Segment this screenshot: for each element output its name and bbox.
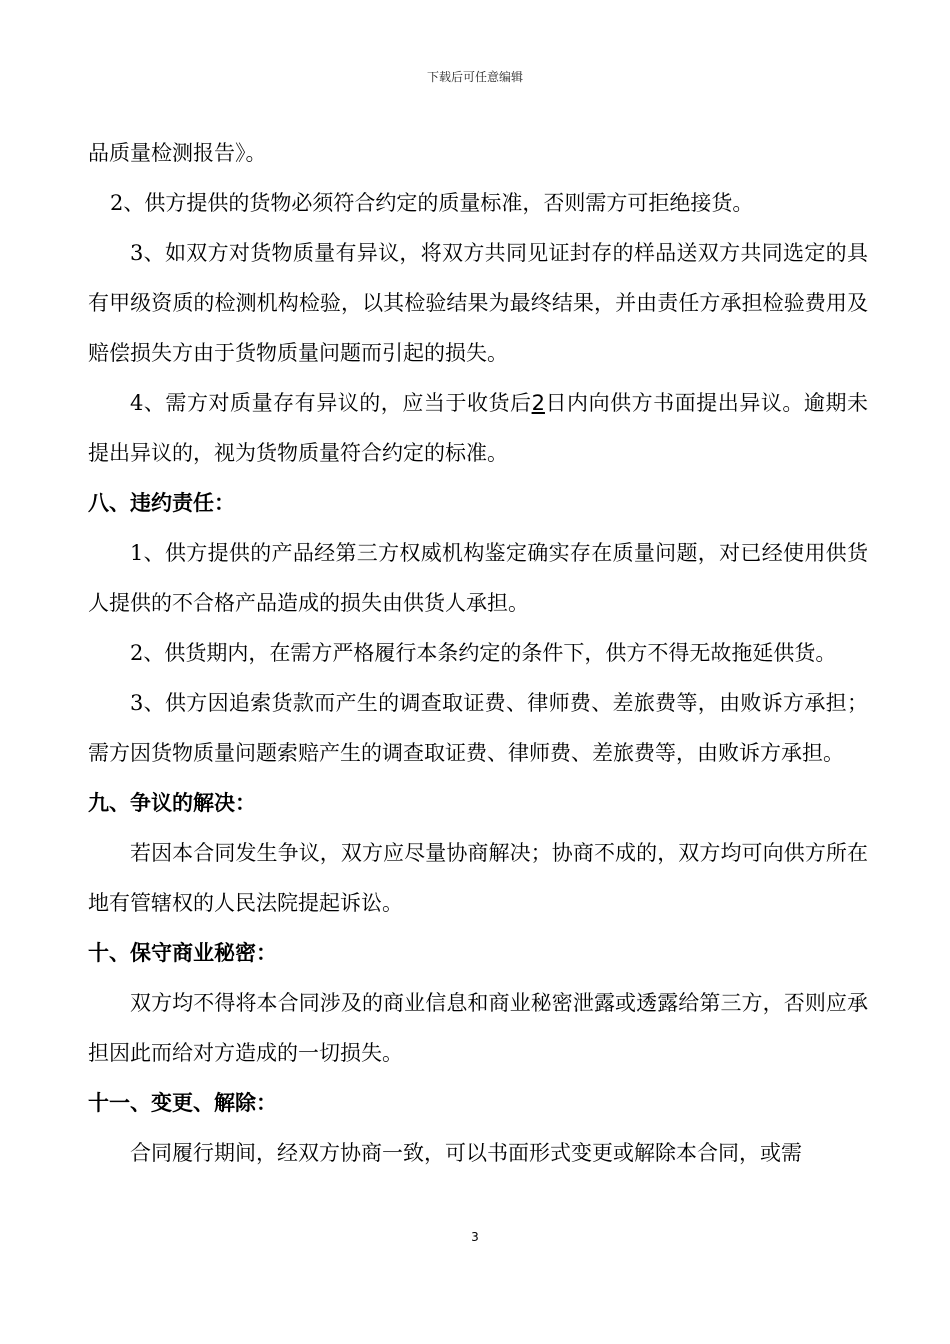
paragraph-9: 若因本合同发生争议，双方应尽量协商解决；协商不成的，双方均可向供方所在地有管辖权的人民法院提起诉讼。 [88,841,868,915]
paragraph-8-3: 3、供方因追索货款而产生的调查取证费、律师费、差旅费等，由败诉方承担；需方因货物质量问题索赔产生的调查取证费、律师费、差旅费等，由败诉方承担。 [88,691,868,765]
paragraph-7-4 [88,378,868,478]
paragraph-7-4-before: 4、需方对质量存有异议的，应当于收货后 [130,391,532,415]
paragraph-7-3: 3、如双方对货物质量有异议，将双方共同见证封存的样品送双方共同选定的具有甲级资质的检测机构检验，以其检验结果为最终结果，并由责任方承担检验费用及赔偿损失方由于货物质量问题而引起的损失。 [88,241,868,365]
days-value: 2 [531,391,545,415]
page-number: 3 [471,1230,479,1244]
document-body [88,128,868,1178]
paragraph-7-2: 2、供方提供的货物必须符合约定的质量标准，否则需方可拒绝接货。 [110,191,754,215]
section-heading-10: 十、保守商业秘密： [88,941,277,965]
paragraph-7-4-after: 日内向供方书面提出异议。逾期未提出异议的，视为货物质量符合约定的标准。 [88,391,869,465]
paragraph-8-1: 1、供方提供的产品经第三方权威机构鉴定确实存在质量问题，对已经使用供货人提供的不合格产品造成的损失由供货人承担。 [88,541,868,615]
paragraph-continuation: 品质量检测报告》。 [88,141,267,165]
paragraph-11: 合同履行期间，经双方协商一致，可以书面形式变更或解除本合同，或需 [130,1141,802,1165]
section-heading-11: 十一、变更、解除： [88,1091,277,1115]
paragraph-8-2: 2、供货期内，在需方严格履行本条约定的条件下，供方不得无故拖延供货。 [130,641,837,665]
section-heading-8: 八、违约责任： [88,491,235,515]
header-note: 下载后可任意编辑 [426,70,523,84]
paragraph-10: 双方均不得将本合同涉及的商业信息和商业秘密泄露或透露给第三方，否则应承担因此而给对方造成的一切损失。 [88,991,868,1065]
section-heading-9: 九、争议的解决： [88,791,256,815]
